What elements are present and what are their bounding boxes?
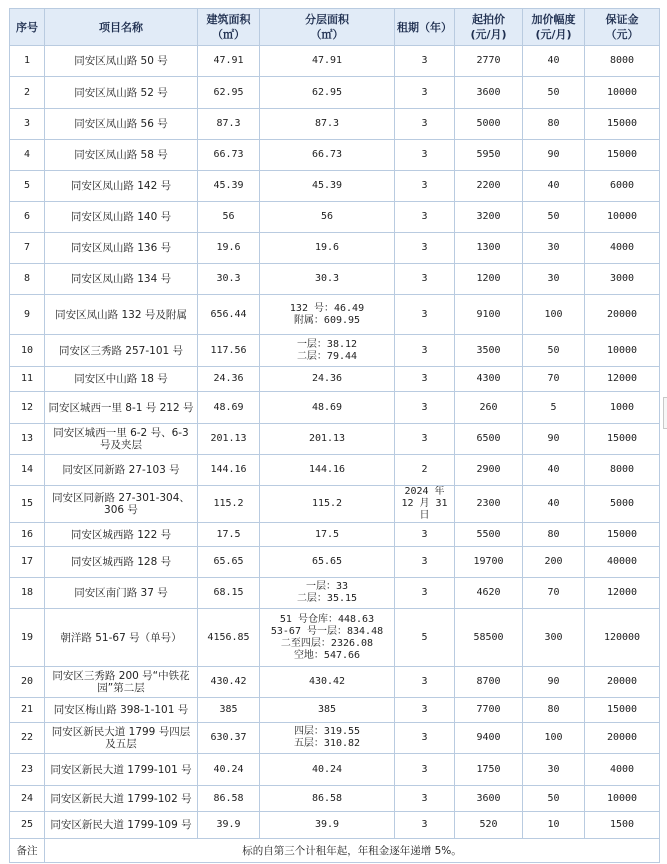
cell-name: 朝洋路 51-67 号（单号）	[45, 609, 198, 667]
cell-floor-area: 19.6	[260, 233, 395, 264]
cell-increment: 40	[523, 171, 585, 202]
table-row	[10, 335, 660, 367]
table-row	[10, 455, 660, 486]
table-row	[10, 46, 660, 77]
header-row	[10, 9, 660, 46]
cell-start-price: 9100	[455, 295, 523, 335]
cell-name: 同安区凤山路 134 号	[45, 264, 198, 295]
cell-area: 385	[198, 698, 260, 723]
cell-area: 201.13	[198, 424, 260, 455]
cell-deposit: 40000	[585, 547, 660, 578]
cell-area: 66.73	[198, 140, 260, 171]
cell-start-price: 3600	[455, 786, 523, 812]
cell-no: 23	[10, 754, 45, 786]
table-header	[10, 9, 660, 46]
cell-increment: 90	[523, 667, 585, 698]
cell-term: 2024 年 12 月 31 日	[395, 486, 455, 523]
cell-increment: 70	[523, 578, 585, 609]
cell-no: 17	[10, 547, 45, 578]
cell-name: 同安区凤山路 56 号	[45, 109, 198, 140]
cell-deposit: 15000	[585, 109, 660, 140]
cell-start-price: 9400	[455, 723, 523, 754]
header-col-start-price: 起拍价 (元/月)	[455, 9, 523, 46]
cell-term: 3	[395, 547, 455, 578]
cell-area: 86.58	[198, 786, 260, 812]
cell-area: 117.56	[198, 335, 260, 367]
cell-start-price: 1750	[455, 754, 523, 786]
header-col-floor-area: 分层面积 （㎡）	[260, 9, 395, 46]
cell-start-price: 1200	[455, 264, 523, 295]
cell-start-price: 3500	[455, 335, 523, 367]
cell-no: 24	[10, 786, 45, 812]
cell-deposit: 15000	[585, 523, 660, 547]
cell-term: 3	[395, 233, 455, 264]
cell-no: 9	[10, 295, 45, 335]
cell-name: 同安区凤山路 58 号	[45, 140, 198, 171]
cell-start-price: 520	[455, 812, 523, 839]
header-col-deposit: 保证金 （元）	[585, 9, 660, 46]
cell-no: 13	[10, 424, 45, 455]
header-col-project-name: 项目名称	[45, 9, 198, 46]
scroll-edge-tab[interactable]	[663, 397, 667, 429]
cell-no: 5	[10, 171, 45, 202]
cell-name: 同安区凤山路 140 号	[45, 202, 198, 233]
cell-deposit: 4000	[585, 754, 660, 786]
cell-deposit: 1000	[585, 392, 660, 424]
cell-increment: 50	[523, 202, 585, 233]
note-text: 标的自第三个计租年起，年租金逐年递增 5%。	[45, 839, 660, 863]
cell-area: 87.3	[198, 109, 260, 140]
table-row	[10, 367, 660, 392]
cell-area: 430.42	[198, 667, 260, 698]
table-row	[10, 140, 660, 171]
table-row	[10, 754, 660, 786]
header-col-increment: 加价幅度 (元/月)	[523, 9, 585, 46]
cell-no: 25	[10, 812, 45, 839]
cell-no: 1	[10, 46, 45, 77]
cell-name: 同安区同新路 27-103 号	[45, 455, 198, 486]
cell-floor-area: 385	[260, 698, 395, 723]
cell-increment: 200	[523, 547, 585, 578]
cell-area: 656.44	[198, 295, 260, 335]
cell-floor-area: 66.73	[260, 140, 395, 171]
cell-increment: 300	[523, 609, 585, 667]
cell-deposit: 10000	[585, 202, 660, 233]
cell-increment: 90	[523, 140, 585, 171]
cell-increment: 50	[523, 77, 585, 109]
cell-term: 3	[395, 295, 455, 335]
table-row	[10, 547, 660, 578]
cell-floor-area: 132 号：46.49 附属：609.95	[260, 295, 395, 335]
table-row	[10, 578, 660, 609]
cell-area: 4156.85	[198, 609, 260, 667]
cell-no: 21	[10, 698, 45, 723]
cell-deposit: 15000	[585, 698, 660, 723]
cell-increment: 100	[523, 723, 585, 754]
cell-term: 3	[395, 46, 455, 77]
cell-deposit: 20000	[585, 667, 660, 698]
cell-increment: 80	[523, 523, 585, 547]
cell-area: 47.91	[198, 46, 260, 77]
cell-no: 8	[10, 264, 45, 295]
cell-floor-area: 51 号仓库：448.63 53-67 号一层：834.48 二至四层：2326.08 空地：547.66	[260, 609, 395, 667]
cell-name: 同安区南门路 37 号	[45, 578, 198, 609]
cell-no: 11	[10, 367, 45, 392]
cell-floor-area: 四层：319.55 五层：310.82	[260, 723, 395, 754]
cell-term: 3	[395, 109, 455, 140]
table-row	[10, 667, 660, 698]
cell-name: 同安区新民大道 1799-102 号	[45, 786, 198, 812]
cell-term: 3	[395, 812, 455, 839]
cell-floor-area: 115.2	[260, 486, 395, 523]
cell-term: 3	[395, 392, 455, 424]
cell-floor-area: 65.65	[260, 547, 395, 578]
cell-start-price: 2300	[455, 486, 523, 523]
note-row	[10, 839, 660, 863]
cell-deposit: 20000	[585, 295, 660, 335]
table-row	[10, 723, 660, 754]
cell-floor-area: 30.3	[260, 264, 395, 295]
cell-increment: 40	[523, 46, 585, 77]
cell-name: 同安区新民大道 1799-109 号	[45, 812, 198, 839]
cell-area: 17.5	[198, 523, 260, 547]
cell-floor-area: 45.39	[260, 171, 395, 202]
cell-area: 115.2	[198, 486, 260, 523]
table-row	[10, 77, 660, 109]
cell-area: 19.6	[198, 233, 260, 264]
cell-term: 3	[395, 140, 455, 171]
cell-term: 3	[395, 335, 455, 367]
cell-term: 3	[395, 578, 455, 609]
cell-start-price: 5500	[455, 523, 523, 547]
cell-increment: 70	[523, 367, 585, 392]
cell-start-price: 6500	[455, 424, 523, 455]
cell-no: 15	[10, 486, 45, 523]
cell-floor-area: 24.36	[260, 367, 395, 392]
cell-area: 62.95	[198, 77, 260, 109]
cell-name: 同安区新民大道 1799-101 号	[45, 754, 198, 786]
cell-term: 2	[395, 455, 455, 486]
cell-no: 14	[10, 455, 45, 486]
cell-start-price: 3600	[455, 77, 523, 109]
cell-floor-area: 201.13	[260, 424, 395, 455]
cell-area: 24.36	[198, 367, 260, 392]
cell-increment: 40	[523, 486, 585, 523]
cell-term: 3	[395, 698, 455, 723]
cell-no: 22	[10, 723, 45, 754]
cell-start-price: 2200	[455, 171, 523, 202]
cell-no: 10	[10, 335, 45, 367]
cell-start-price: 8700	[455, 667, 523, 698]
cell-term: 3	[395, 171, 455, 202]
cell-increment: 30	[523, 233, 585, 264]
cell-area: 40.24	[198, 754, 260, 786]
cell-term: 3	[395, 523, 455, 547]
cell-start-price: 260	[455, 392, 523, 424]
cell-start-price: 5950	[455, 140, 523, 171]
cell-no: 6	[10, 202, 45, 233]
cell-area: 30.3	[198, 264, 260, 295]
cell-term: 3	[395, 367, 455, 392]
cell-deposit: 15000	[585, 424, 660, 455]
header-col-no: 序号	[10, 9, 45, 46]
cell-area: 65.65	[198, 547, 260, 578]
cell-name: 同安区同新路 27-301-304、306 号	[45, 486, 198, 523]
cell-increment: 90	[523, 424, 585, 455]
cell-deposit: 8000	[585, 46, 660, 77]
cell-term: 3	[395, 424, 455, 455]
cell-term: 3	[395, 202, 455, 233]
cell-name: 同安区凤山路 136 号	[45, 233, 198, 264]
table-row	[10, 698, 660, 723]
cell-term: 3	[395, 77, 455, 109]
table-row	[10, 233, 660, 264]
cell-name: 同安区凤山路 142 号	[45, 171, 198, 202]
cell-name: 同安区新民大道 1799 号四层及五层	[45, 723, 198, 754]
cell-deposit: 10000	[585, 786, 660, 812]
cell-deposit: 10000	[585, 77, 660, 109]
cell-floor-area: 430.42	[260, 667, 395, 698]
cell-name: 同安区三秀路 200 号“中铁花园”第二层	[45, 667, 198, 698]
table-row	[10, 786, 660, 812]
cell-increment: 80	[523, 109, 585, 140]
cell-floor-area: 一层：38.12 二层：79.44	[260, 335, 395, 367]
cell-name: 同安区凤山路 52 号	[45, 77, 198, 109]
cell-name: 同安区城西一里 6-2 号、6-3 号及夹层	[45, 424, 198, 455]
cell-term: 3	[395, 264, 455, 295]
cell-term: 3	[395, 754, 455, 786]
cell-deposit: 4000	[585, 233, 660, 264]
cell-no: 18	[10, 578, 45, 609]
cell-no: 3	[10, 109, 45, 140]
cell-deposit: 5000	[585, 486, 660, 523]
table-row	[10, 609, 660, 667]
cell-deposit: 1500	[585, 812, 660, 839]
table-row	[10, 295, 660, 335]
cell-area: 68.15	[198, 578, 260, 609]
cell-area: 48.69	[198, 392, 260, 424]
cell-area: 56	[198, 202, 260, 233]
table-row	[10, 424, 660, 455]
table-row	[10, 109, 660, 140]
table-row	[10, 523, 660, 547]
cell-no: 20	[10, 667, 45, 698]
cell-name: 同安区城西一里 8-1 号 212 号	[45, 392, 198, 424]
cell-floor-area: 87.3	[260, 109, 395, 140]
cell-start-price: 4300	[455, 367, 523, 392]
table-row	[10, 264, 660, 295]
cell-deposit: 15000	[585, 140, 660, 171]
cell-floor-area: 47.91	[260, 46, 395, 77]
cell-deposit: 12000	[585, 578, 660, 609]
table-body	[10, 46, 660, 863]
cell-term: 3	[395, 667, 455, 698]
cell-floor-area: 144.16	[260, 455, 395, 486]
table-row	[10, 392, 660, 424]
cell-floor-area: 86.58	[260, 786, 395, 812]
cell-increment: 10	[523, 812, 585, 839]
cell-start-price: 58500	[455, 609, 523, 667]
table-row	[10, 812, 660, 839]
table-row	[10, 171, 660, 202]
cell-floor-area: 一层：33 二层：35.15	[260, 578, 395, 609]
cell-no: 19	[10, 609, 45, 667]
table-row	[10, 202, 660, 233]
cell-floor-area: 17.5	[260, 523, 395, 547]
cell-name: 同安区三秀路 257-101 号	[45, 335, 198, 367]
cell-deposit: 3000	[585, 264, 660, 295]
cell-start-price: 1300	[455, 233, 523, 264]
cell-no: 4	[10, 140, 45, 171]
cell-increment: 50	[523, 786, 585, 812]
cell-deposit: 10000	[585, 335, 660, 367]
cell-increment: 80	[523, 698, 585, 723]
cell-area: 144.16	[198, 455, 260, 486]
cell-name: 同安区城西路 128 号	[45, 547, 198, 578]
table-row	[10, 486, 660, 523]
cell-start-price: 19700	[455, 547, 523, 578]
cell-name: 同安区城西路 122 号	[45, 523, 198, 547]
cell-floor-area: 56	[260, 202, 395, 233]
cell-deposit: 8000	[585, 455, 660, 486]
cell-name: 同安区凤山路 50 号	[45, 46, 198, 77]
cell-start-price: 2770	[455, 46, 523, 77]
cell-floor-area: 48.69	[260, 392, 395, 424]
cell-start-price: 7700	[455, 698, 523, 723]
cell-no: 16	[10, 523, 45, 547]
cell-name: 同安区凤山路 132 号及附属	[45, 295, 198, 335]
cell-start-price: 2900	[455, 455, 523, 486]
cell-area: 630.37	[198, 723, 260, 754]
cell-increment: 5	[523, 392, 585, 424]
cell-area: 45.39	[198, 171, 260, 202]
cell-floor-area: 39.9	[260, 812, 395, 839]
cell-increment: 100	[523, 295, 585, 335]
cell-deposit: 120000	[585, 609, 660, 667]
cell-increment: 30	[523, 264, 585, 295]
note-label: 备注	[10, 839, 45, 863]
cell-floor-area: 40.24	[260, 754, 395, 786]
cell-area: 39.9	[198, 812, 260, 839]
cell-name: 同安区梅山路 398-1-101 号	[45, 698, 198, 723]
cell-term: 3	[395, 786, 455, 812]
header-col-lease-term: 租期（年）	[395, 9, 455, 46]
cell-increment: 40	[523, 455, 585, 486]
lease-auction-table	[9, 8, 660, 863]
cell-term: 3	[395, 723, 455, 754]
cell-deposit: 6000	[585, 171, 660, 202]
cell-deposit: 20000	[585, 723, 660, 754]
cell-no: 2	[10, 77, 45, 109]
cell-start-price: 4620	[455, 578, 523, 609]
cell-term: 5	[395, 609, 455, 667]
cell-no: 12	[10, 392, 45, 424]
cell-no: 7	[10, 233, 45, 264]
header-col-building-area: 建筑面积 （㎡）	[198, 9, 260, 46]
cell-increment: 30	[523, 754, 585, 786]
cell-deposit: 12000	[585, 367, 660, 392]
cell-increment: 50	[523, 335, 585, 367]
cell-floor-area: 62.95	[260, 77, 395, 109]
cell-name: 同安区中山路 18 号	[45, 367, 198, 392]
cell-start-price: 5000	[455, 109, 523, 140]
cell-start-price: 3200	[455, 202, 523, 233]
